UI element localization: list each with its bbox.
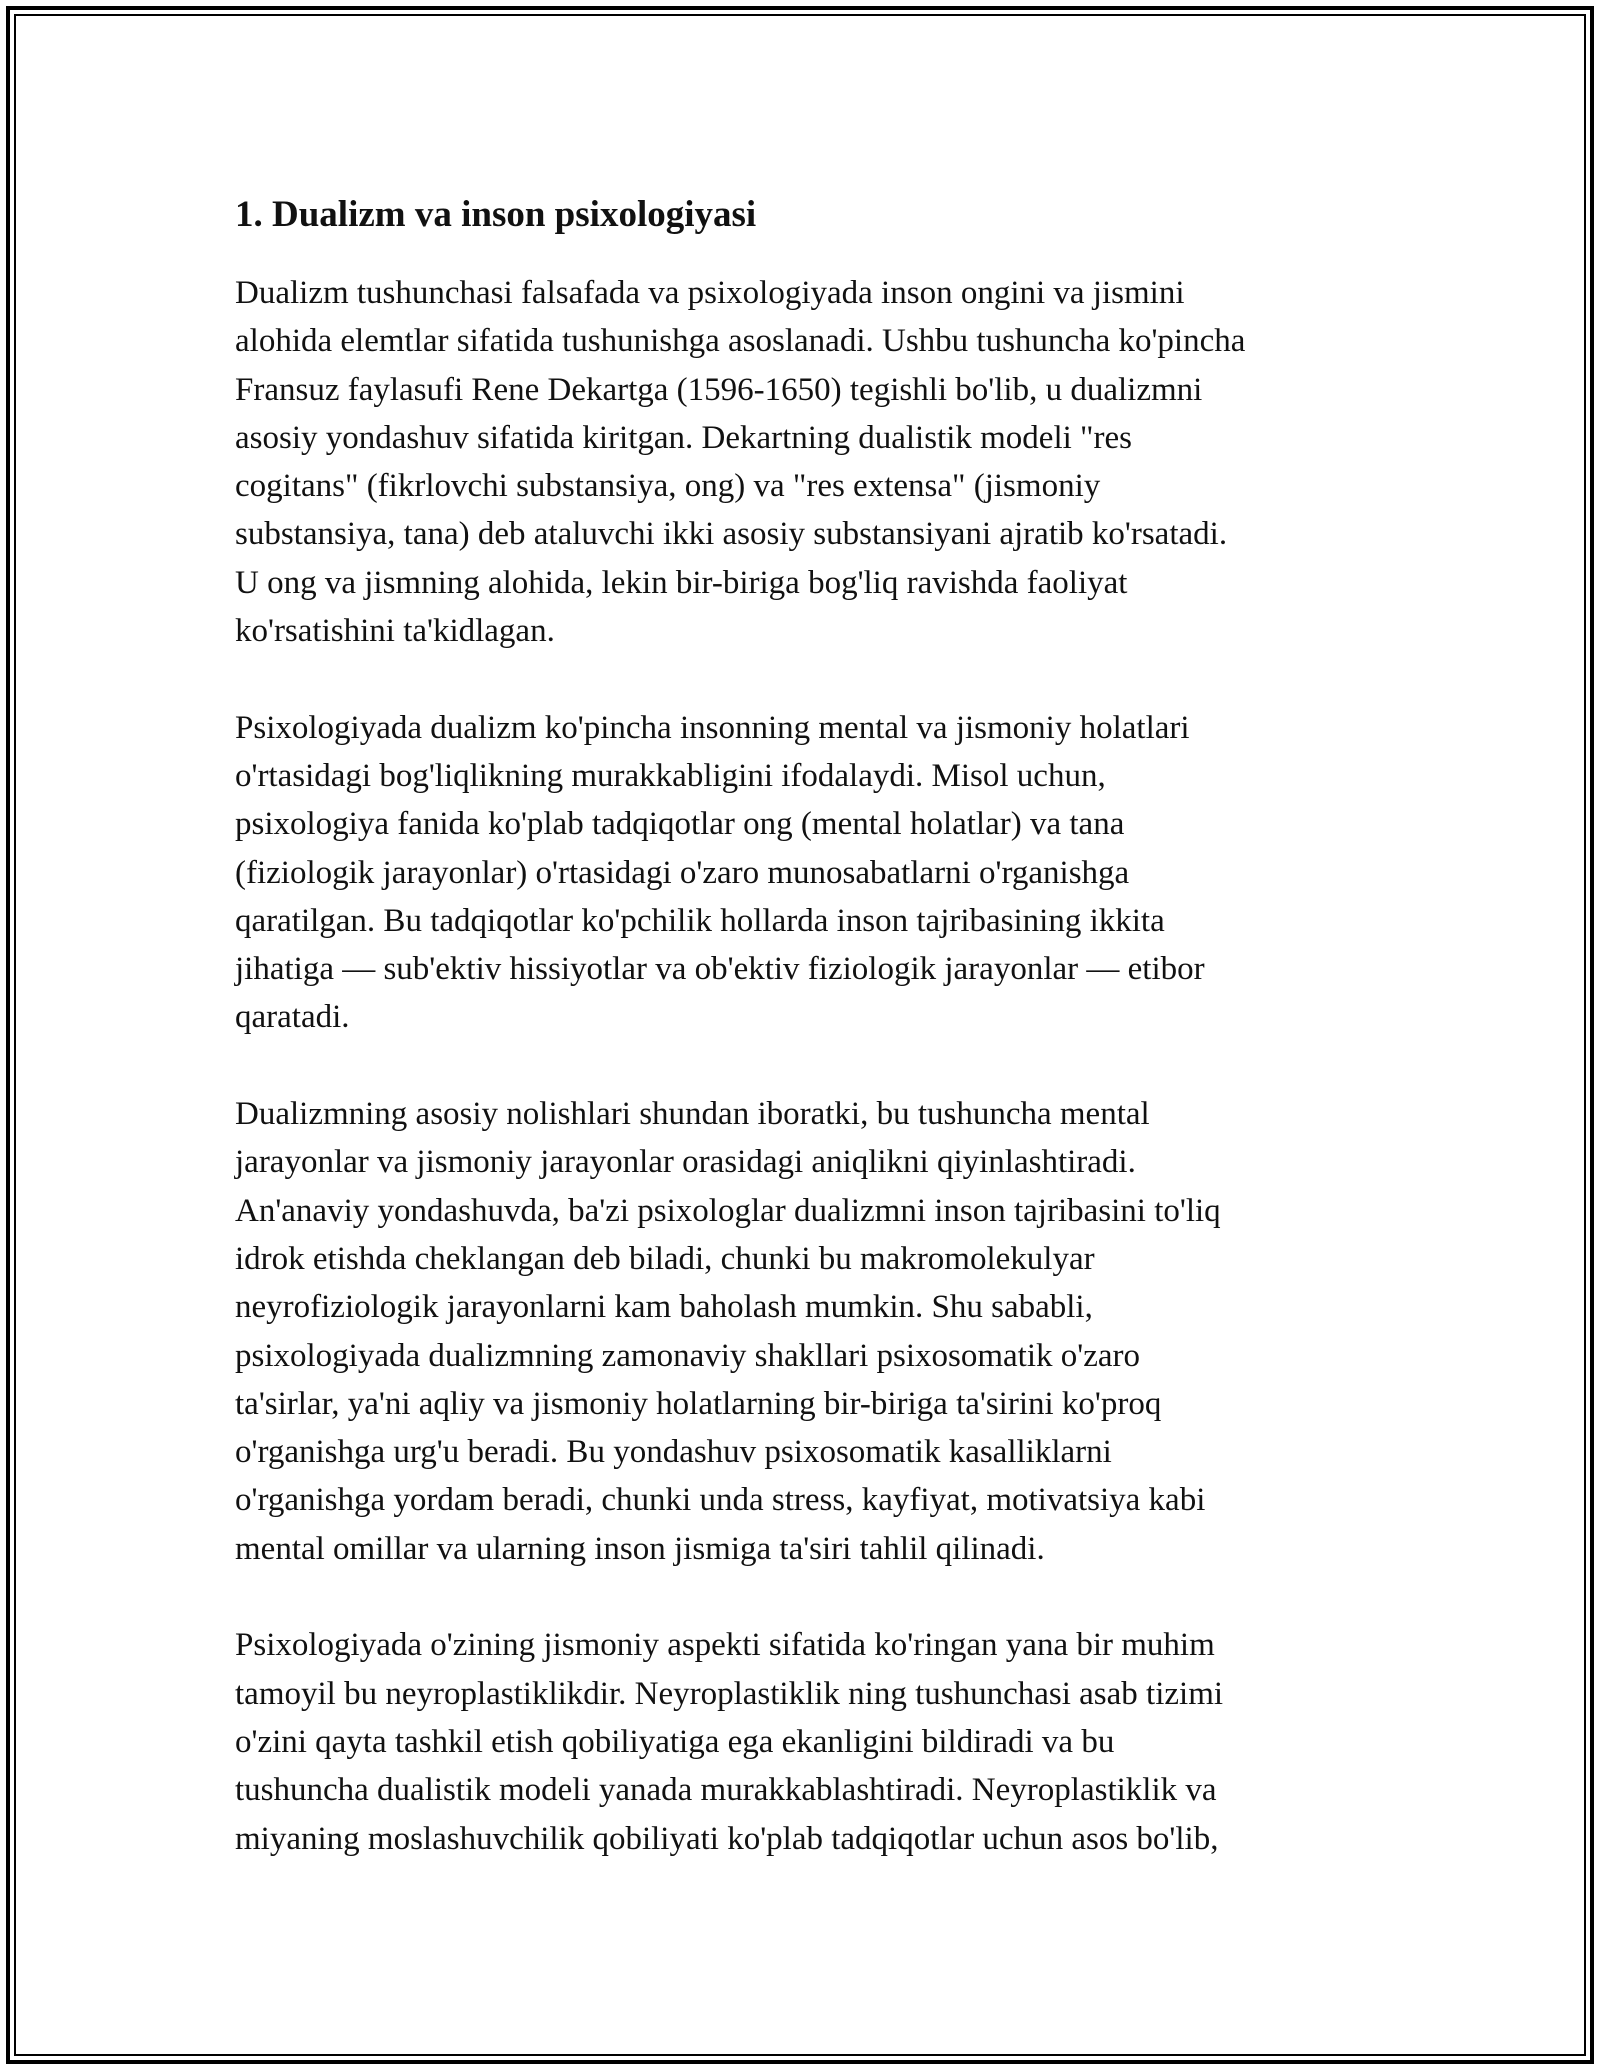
paragraph-line: jarayonlar va jismoniy jarayonlar orasidagi aniqlikni qiyinlashtiradi. [235, 1144, 1136, 1181]
paragraph [235, 704, 1375, 1042]
paragraph-line: Psixologiyada dualizm ko'pincha insonning mental va jismoniy holatlari [235, 709, 1190, 746]
paragraph [235, 269, 1375, 655]
paragraph-line: ta'sirlar, ya'ni aqliy va jismoniy holatlarning bir-biriga ta'sirini ko'proq [235, 1385, 1162, 1422]
paragraph-line: substansiya, tana) deb ataluvchi ikki asosiy substansiyani ajratib ko'rsatadi. [235, 516, 1228, 553]
paragraph-line: ko'rsatishini ta'kidlagan. [235, 613, 555, 650]
paragraph [235, 1621, 1375, 1862]
paragraph-line: o'rganishga yordam beradi, chunki unda stress, kayfiyat, motivatsiya kabi [235, 1482, 1206, 1519]
paragraph-line: o'rganishga urg'u beradi. Bu yondashuv psixosomatik kasalliklarni [235, 1434, 1112, 1471]
paragraph-line: idrok etishda cheklangan deb biladi, chunki bu makromolekulyar [235, 1240, 1095, 1277]
paragraph-line: tamoyil bu neyroplastiklikdir. Neyroplastiklik ning tushunchasi asab tizimi [235, 1675, 1224, 1712]
paragraph-line: mental omillar va ularning inson jismiga ta'siri tahlil qilinadi. [235, 1530, 1045, 1567]
paragraph-line: alohida elemtlar sifatida tushunishga asoslanadi. Ushbu tushuncha ko'pincha [235, 323, 1246, 360]
paragraph-line: U ong va jismning alohida, lekin bir-biriga bog'liq ravishda faoliyat [235, 564, 1128, 601]
paragraph-line: tushuncha dualistik modeli yanada murakkablashtiradi. Neyroplastiklik va [235, 1772, 1217, 1809]
paragraph-line: o'rtasidagi bog'liqlikning murakkabligini ifodalaydi. Misol uchun, [235, 757, 1106, 794]
document-body [235, 193, 1375, 1911]
paragraph-line: asosiy yondashuv sifatida kiritgan. Dekartning dualistik modeli "res [235, 419, 1132, 456]
paragraph-line: Dualizm tushunchasi falsafada va psixologiyada inson ongini va jismini [235, 275, 1185, 311]
paragraph-line: o'zini qayta tashkil etish qobiliyatiga ega ekanligini bildiradi va bu [235, 1723, 1115, 1760]
paragraph-list [235, 269, 1375, 1863]
paragraph-line: cogitans" (fikrlovchi substansiya, ong) va "res extensa" (jismoniy [235, 468, 1101, 505]
section-heading: 1. Dualizm va inson psixologiyasi [235, 194, 757, 235]
paragraph-line: jihatiga — sub'ektiv hissiyotlar va ob'ektiv fiziologik jarayonlar — etibor [235, 951, 1205, 988]
paragraph-line: neyrofiziologik jarayonlarni kam baholash mumkin. Shu sababli, [235, 1289, 1093, 1326]
paragraph-line: psixologiya fanida ko'plab tadqiqotlar ong (mental holatlar) va tana [235, 806, 1125, 843]
paragraph-line: Fransuz faylasufi Rene Dekartga (1596-1650) tegishli bo'lib, u dualizmni [235, 371, 1203, 408]
paragraph-line: An'anaviy yondashuvda, ba'zi psixologlar dualizmni inson tajribasini to'liq [235, 1192, 1221, 1229]
paragraph-line: qaratadi. [235, 999, 350, 1036]
paragraph-line: miyaning moslashuvchilik qobiliyati ko'plab tadqiqotlar uchun asos bo'lib, [235, 1820, 1219, 1857]
paragraph-line: Psixologiyada o'zining jismoniy aspekti sifatida ko'ringan yana bir muhim [235, 1627, 1215, 1664]
paragraph-line: qaratilgan. Bu tadqiqotlar ko'pchilik hollarda inson tajribasining ikkita [235, 902, 1165, 939]
paragraph-line: (fiziologik jarayonlar) o'rtasidagi o'zaro munosabatlarni o'rganishga [235, 854, 1130, 891]
paragraph [235, 1090, 1375, 1573]
paragraph-line: Dualizmning asosiy nolishlari shundan iboratki, bu tushuncha mental [235, 1096, 1150, 1133]
paragraph-line: psixologiyada dualizmning zamonaviy shakllari psixosomatik o'zaro [235, 1337, 1141, 1374]
